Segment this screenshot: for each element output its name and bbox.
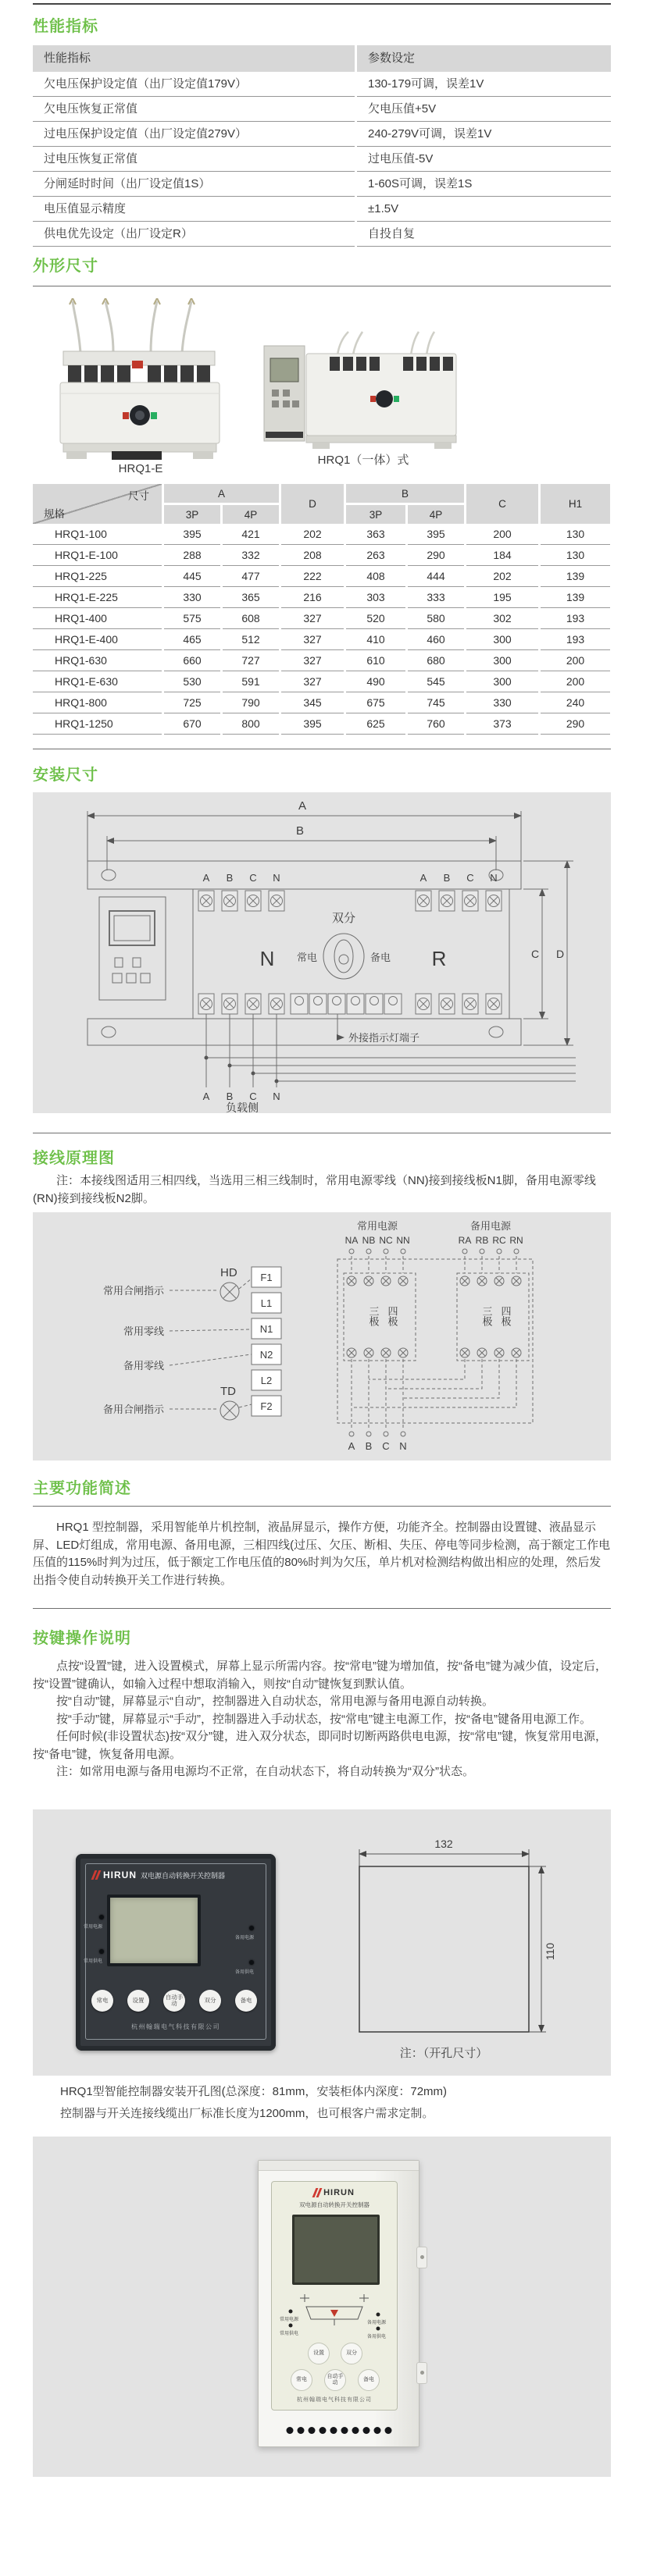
pin-label: NA — [344, 1235, 359, 1246]
table-row — [33, 629, 611, 650]
val: 410 — [346, 629, 405, 650]
table-row — [33, 713, 611, 735]
terminal-label: N1 — [259, 1323, 273, 1335]
top-screw-terminals — [198, 891, 502, 911]
cutout-drawing — [349, 1837, 584, 2063]
wires — [337, 332, 434, 355]
pin-label: C — [466, 872, 474, 884]
keys-heading: 按键操作说明 — [33, 1630, 131, 1647]
module-screen — [270, 358, 298, 382]
val: 512 — [223, 629, 279, 650]
model: HRQ1-400 — [33, 608, 162, 629]
col-b-4p: 4P — [408, 505, 464, 524]
lcd-screen — [292, 2215, 380, 2285]
vent-holes — [286, 2427, 391, 2434]
pin-label: NC — [379, 1235, 393, 1246]
junction-dots — [205, 1056, 279, 1083]
photo-label-hrq1-e: HRQ1-E — [118, 462, 163, 475]
table-row — [33, 172, 611, 197]
outline-heading: 外形尺寸 — [33, 258, 98, 275]
led-label: 备用供电 — [367, 2335, 387, 2339]
pin-label: A — [419, 872, 427, 884]
val: 395 — [281, 713, 344, 735]
brand-row — [272, 2188, 397, 2197]
backup-close-label: 备用合闸指示 — [102, 1404, 164, 1415]
photo-label-hrq1-integrated: HRQ1（一体）式 — [317, 454, 409, 467]
company-name: 杭州翰瑞电气科技有限公司 — [297, 2397, 372, 2403]
col-a-3p: 3P — [164, 505, 220, 524]
row-value: ±1.5V — [357, 197, 611, 222]
table-row — [33, 608, 611, 629]
cabinet-top-face — [259, 2161, 419, 2171]
val: 490 — [346, 671, 405, 692]
col-b: B — [346, 484, 464, 503]
dim-a-label: A — [298, 799, 307, 813]
val: 591 — [223, 671, 279, 692]
row-name: 分闸延时时间（出厂设定值1S） — [33, 172, 355, 197]
controller-photo — [76, 1854, 276, 2051]
val: 139 — [541, 566, 610, 587]
corner-size-label: 尺寸 — [128, 490, 149, 502]
row-value: 过电压值-5V — [357, 147, 611, 172]
n-label: N — [259, 947, 275, 970]
table-row — [33, 122, 611, 147]
dimension-table — [33, 484, 611, 735]
val: 302 — [466, 608, 538, 629]
normal-button: 常电 — [91, 1990, 113, 2012]
dim-d-label: D — [555, 948, 565, 960]
module-comb — [266, 432, 303, 438]
table-row — [33, 692, 611, 713]
val: 200 — [466, 524, 538, 545]
dual-split-button: 双分 — [199, 1990, 221, 2012]
model: HRQ1-E-225 — [33, 587, 162, 608]
cabinet-front-panel — [271, 2181, 398, 2411]
col-h1: H1 — [541, 484, 610, 524]
mounting-ear — [416, 2247, 427, 2268]
val: 300 — [466, 650, 538, 671]
performance-col1-header: 性能指标 — [33, 45, 355, 72]
row-name: 过电压保护设定值（出厂设定值279V） — [33, 122, 355, 147]
install-note — [60, 2081, 607, 2125]
val: 130 — [541, 545, 610, 566]
val: 330 — [164, 587, 220, 608]
val: 139 — [541, 587, 610, 608]
val: 327 — [281, 608, 344, 629]
val: 195 — [466, 587, 538, 608]
table-row — [33, 650, 611, 671]
backup-button: 备电 — [358, 2369, 380, 2391]
wiring-note: 注：本接线图适用三相四线，当选用三相三线制时，常用电源零线（NN)接到接线板N1脚，备用电源零线(RN)接到接线板N2脚。 — [33, 1174, 596, 1205]
table-row — [33, 72, 611, 97]
out-pin: C — [382, 1440, 390, 1452]
brand-text: HIRUN — [103, 1870, 137, 1880]
keys-paragraph: 注：如常用电源与备用电源均不正常，在自动状态下，将自动转换为“双分”状态。 — [56, 1765, 474, 1778]
val: 445 — [164, 566, 220, 587]
auto-manual-button: 自动手动 — [163, 1990, 185, 2012]
r-label: R — [431, 947, 447, 970]
pin-label: B — [443, 872, 451, 884]
product-photo-hrq1-e — [51, 298, 230, 462]
val: 460 — [408, 629, 464, 650]
col-c: C — [466, 484, 538, 524]
row-value: 自投自复 — [357, 222, 611, 247]
val: 327 — [281, 671, 344, 692]
functions-body: HRQ1 型控制器，采用智能单片机控制，液晶屏显示，操作方便，功能齐全。控制器由设置键、液晶显示屏、LED灯组成，常用电源、备用电源，三相四线(过压、欠压、断相、失压、停电等同步检测，高于额定工作电压值的115%时判为过压，低于额定工作电压值的80%时判为欠压，单片机对检测结构做出相应的处理，然后发出指令使自动转换开关工作进行转换。 — [33, 1521, 611, 1587]
pole3-label: 三极 — [367, 1306, 380, 1326]
val: 625 — [346, 713, 405, 735]
cabinet-panel — [33, 2137, 611, 2477]
normal-button: 常电 — [291, 2369, 312, 2391]
val: 193 — [541, 629, 610, 650]
indicator-callout: 外接指示灯端子 — [348, 1032, 420, 1044]
load-pin: A — [202, 1091, 210, 1102]
val: 300 — [466, 629, 538, 650]
val: 327 — [281, 650, 344, 671]
out-pin: B — [365, 1440, 373, 1452]
load-pin: C — [249, 1091, 257, 1102]
dual-split-label: 双分 — [331, 912, 356, 925]
cutout-height-label: 110 — [544, 1942, 556, 1961]
pin-label: B — [226, 872, 234, 884]
val: 395 — [164, 524, 220, 545]
val: 421 — [223, 524, 279, 545]
pin-label: RA — [458, 1235, 472, 1246]
cutout-panel — [33, 1809, 611, 2076]
cabinet-photo — [258, 2160, 419, 2447]
install-heading: 安装尺寸 — [33, 767, 98, 784]
terminal-label: F2 — [260, 1400, 273, 1412]
pin-label: RB — [475, 1235, 489, 1246]
corner-spec-label: 规格 — [44, 508, 65, 520]
val: 545 — [408, 671, 464, 692]
normal-close-label: 常用合闸指示 — [102, 1285, 164, 1297]
val: 373 — [466, 713, 538, 735]
table-row — [33, 524, 611, 545]
performance-heading: 性能指标 — [33, 18, 98, 35]
val: 193 — [541, 608, 610, 629]
top-divider — [33, 3, 611, 5]
val: 333 — [408, 587, 464, 608]
load-pin: N — [273, 1091, 280, 1102]
foot-right — [193, 452, 213, 459]
val: 365 — [223, 587, 279, 608]
pin-label: NN — [396, 1235, 410, 1246]
keys-paragraph: 按“手动”键，屏幕显示“手动”，控制器进入手动状态，按“常电”键主电源工作，按“备电”键备用电源工作。 — [56, 1712, 591, 1726]
normal-supply-led — [99, 1949, 104, 1954]
terminal-label: F1 — [260, 1272, 273, 1283]
val: 408 — [346, 566, 405, 587]
lcd-screen — [107, 1895, 201, 1966]
cutout-note: 注：（开孔尺寸） — [399, 2047, 488, 2060]
row-name: 供电优先设定（出厂设定R） — [33, 222, 355, 247]
red-arrow-icon — [330, 2310, 338, 2317]
switch-knob — [376, 390, 393, 407]
backup-supply-led — [249, 1960, 254, 1965]
led-label: 常用供电 — [280, 2332, 299, 2336]
table-row — [33, 97, 611, 122]
val: 216 — [281, 587, 344, 608]
model: HRQ1-225 — [33, 566, 162, 587]
val: 208 — [281, 545, 344, 566]
table-row — [33, 671, 611, 692]
val: 580 — [408, 608, 464, 629]
product-photo-hrq1-integrated — [258, 324, 469, 450]
keys-body — [33, 1658, 612, 1781]
auto-manual-button: 自动手动 — [324, 2369, 346, 2391]
performance-table — [33, 45, 611, 247]
val: 202 — [466, 566, 538, 587]
wiring-heading: 接线原理图 — [33, 1150, 115, 1167]
backup-button: 备电 — [235, 1990, 257, 2012]
col-a: A — [164, 484, 279, 503]
normal-neutral-label: 常用零线 — [123, 1325, 164, 1337]
val: 477 — [223, 566, 279, 587]
dimension-table-header — [33, 484, 611, 524]
wiring-diagram-panel — [33, 1212, 611, 1461]
val: 725 — [164, 692, 220, 713]
val: 363 — [346, 524, 405, 545]
val: 130 — [541, 524, 610, 545]
val: 300 — [466, 671, 538, 692]
pin-label: A — [202, 872, 210, 884]
hirun-logo-icon — [93, 1870, 99, 1880]
pin-label: RN — [509, 1235, 523, 1246]
model: HRQ1-E-100 — [33, 545, 162, 566]
pole4-label: 四极 — [386, 1306, 398, 1326]
col-b-3p: 3P — [346, 505, 405, 524]
load-pin: B — [226, 1091, 234, 1102]
val: 345 — [281, 692, 344, 713]
val: 790 — [223, 692, 279, 713]
red-indicator — [370, 396, 376, 402]
terminal-label: L2 — [260, 1375, 273, 1386]
pin-label: N — [273, 872, 280, 884]
led-label: 常用电源 — [280, 2318, 299, 2322]
val: 745 — [408, 692, 464, 713]
val: 290 — [541, 713, 610, 735]
pole3-label: 三极 — [480, 1306, 493, 1326]
dim-b-label: B — [295, 824, 305, 838]
val: 263 — [346, 545, 405, 566]
model: HRQ1-100 — [33, 524, 162, 545]
val: 288 — [164, 545, 220, 566]
model: HRQ1-800 — [33, 692, 162, 713]
table-row — [33, 566, 611, 587]
bottom-screw-terminals — [198, 994, 502, 1014]
green-indicator — [394, 396, 399, 402]
keys-paragraph: 按“自动”键，屏幕显示“自动”，控制器进入自动状态，常用电源与备用电源自动转换。 — [56, 1695, 494, 1708]
table-row — [33, 587, 611, 608]
green-indicator — [151, 412, 157, 419]
led-label: 备用电源 — [367, 2321, 387, 2325]
normal-power-led — [99, 1915, 104, 1920]
val: 200 — [541, 650, 610, 671]
foot-left — [66, 452, 87, 459]
load-side-label: 负载侧 — [226, 1101, 259, 1113]
dual-split-button: 双分 — [341, 2343, 362, 2364]
val: 610 — [346, 650, 405, 671]
row-value: 130-179可调，误差1V — [357, 72, 611, 97]
foot-left — [312, 443, 330, 449]
brand-text: HIRUN — [323, 2188, 355, 2197]
val: 727 — [223, 650, 279, 671]
pin-label: NB — [362, 1235, 376, 1246]
led-label: 常用电源 — [84, 1925, 103, 1930]
led-label: 常用供电 — [84, 1959, 103, 1964]
val: 290 — [408, 545, 464, 566]
pin-circles — [349, 1249, 519, 1436]
val: 520 — [346, 608, 405, 629]
backup-power-led — [249, 1926, 254, 1930]
foot-right — [434, 443, 452, 449]
model: HRQ1-630 — [33, 650, 162, 671]
cutout-width-label: 132 — [434, 1838, 453, 1850]
val: 575 — [164, 608, 220, 629]
val: 184 — [466, 545, 538, 566]
functions-heading: 主要功能简述 — [33, 1480, 131, 1497]
hirun-logo-icon — [314, 2188, 320, 2197]
pole4-label: 四极 — [499, 1306, 512, 1326]
brand-row — [93, 1870, 260, 1880]
val: 608 — [223, 608, 279, 629]
company-name: 杭州翰瑞电气科技有限公司 — [131, 2023, 220, 2030]
divider — [33, 1506, 611, 1507]
dim-c-label: C — [530, 948, 540, 960]
installation-diagram-panel — [33, 792, 611, 1113]
td-lamp-label: TD — [220, 1385, 236, 1398]
val: 444 — [408, 566, 464, 587]
pin-label: C — [249, 872, 257, 884]
col-d: D — [281, 484, 344, 524]
val: 660 — [164, 650, 220, 671]
pin-label: RC — [492, 1235, 506, 1246]
normal-power-title: 常用电源 — [356, 1220, 398, 1232]
out-pin: N — [399, 1440, 407, 1452]
val: 680 — [408, 650, 464, 671]
row-value: 欠电压值+5V — [357, 97, 611, 122]
backup-label: 备电 — [370, 952, 391, 963]
keys-paragraph: 任何时候(非设置状态)按“双分”键，进入双分状态，即同时切断两路供电电源，按“常电”键，恢复常用电源，按“备电”键，恢复备用电源。 — [33, 1730, 607, 1761]
terminal-label: L1 — [260, 1297, 273, 1309]
performance-table-header — [33, 45, 611, 72]
bottom-strip — [63, 443, 216, 452]
val: 800 — [223, 713, 279, 735]
val: 332 — [223, 545, 279, 566]
val: 222 — [281, 566, 344, 587]
row-name: 过电压恢复正常值 — [33, 147, 355, 172]
val: 202 — [281, 524, 344, 545]
val: 395 — [408, 524, 464, 545]
backup-power-title: 备用电源 — [469, 1220, 512, 1232]
installation-diagram — [33, 792, 611, 1113]
divider — [33, 1608, 611, 1609]
model: HRQ1-1250 — [33, 713, 162, 735]
set-button: 设置 — [127, 1990, 149, 2012]
val: 670 — [164, 713, 220, 735]
row-value: 1-60S可调，误差1S — [357, 172, 611, 197]
wiring-diagram — [33, 1212, 611, 1461]
corner-cell — [33, 484, 162, 524]
terminal-comb — [112, 451, 162, 460]
table-row — [33, 222, 611, 247]
out-pin: A — [348, 1440, 355, 1452]
led-label: 备用供电 — [235, 1970, 255, 1975]
col-a-4p: 4P — [223, 505, 279, 524]
row-name: 欠电压恢复正常值 — [33, 97, 355, 122]
val: 240 — [541, 692, 610, 713]
val: 675 — [346, 692, 405, 713]
row-value: 240-279V可调，误差1V — [357, 122, 611, 147]
model: HRQ1-E-630 — [33, 671, 162, 692]
install-note-line2: 控制器与开关连接线缆出厂标准长度为1200mm，也可根客户需求定制。 — [60, 2107, 434, 2120]
wires — [73, 301, 191, 353]
terminal-label: N2 — [259, 1349, 273, 1361]
keys-paragraph: 点按“设置”键，进入设置模式，屏幕上显示所需内容。按“常电”键为增加值，按“备电”键为减少值，设定后，按“设置”键确认，如输入过程中想取消输入，则按“自动”键恢复到默认值。 — [33, 1660, 607, 1691]
val: 330 — [466, 692, 538, 713]
pin-label: N — [490, 872, 498, 884]
product-title: 双电源自动转换开关控制器 — [141, 1871, 226, 1880]
val: 303 — [346, 587, 405, 608]
set-button: 设置 — [308, 2343, 330, 2364]
row-name: 欠电压保护设定值（出厂设定值179V） — [33, 72, 355, 97]
val: 200 — [541, 671, 610, 692]
hd-lamp-label: HD — [220, 1266, 237, 1279]
switch-knob-center — [135, 411, 145, 420]
row-name: 电压值显示精度 — [33, 197, 355, 222]
install-note-line1: HRQ1型智能控制器安装开孔图(总深度：81mm，安装柜体内深度：72mm) — [60, 2085, 448, 2098]
table-row — [33, 147, 611, 172]
backup-neutral-label: 备用零线 — [123, 1360, 164, 1372]
mounting-ear — [416, 2362, 427, 2384]
table-row — [33, 545, 611, 566]
normal-label: 常电 — [296, 952, 317, 963]
product-title: 双电源自动转换开关控制器 — [299, 2201, 369, 2208]
performance-col2-header: 参数设定 — [357, 45, 611, 72]
led-label: 备用电源 — [235, 1936, 255, 1941]
red-button — [132, 361, 143, 368]
bottom-strip — [306, 436, 456, 443]
val: 465 — [164, 629, 220, 650]
val: 327 — [281, 629, 344, 650]
model: HRQ1-E-400 — [33, 629, 162, 650]
wire-fork-tips — [70, 298, 195, 304]
red-indicator — [123, 412, 129, 419]
mimic-indicator — [278, 2290, 391, 2339]
val: 530 — [164, 671, 220, 692]
table-row — [33, 197, 611, 222]
val: 760 — [408, 713, 464, 735]
